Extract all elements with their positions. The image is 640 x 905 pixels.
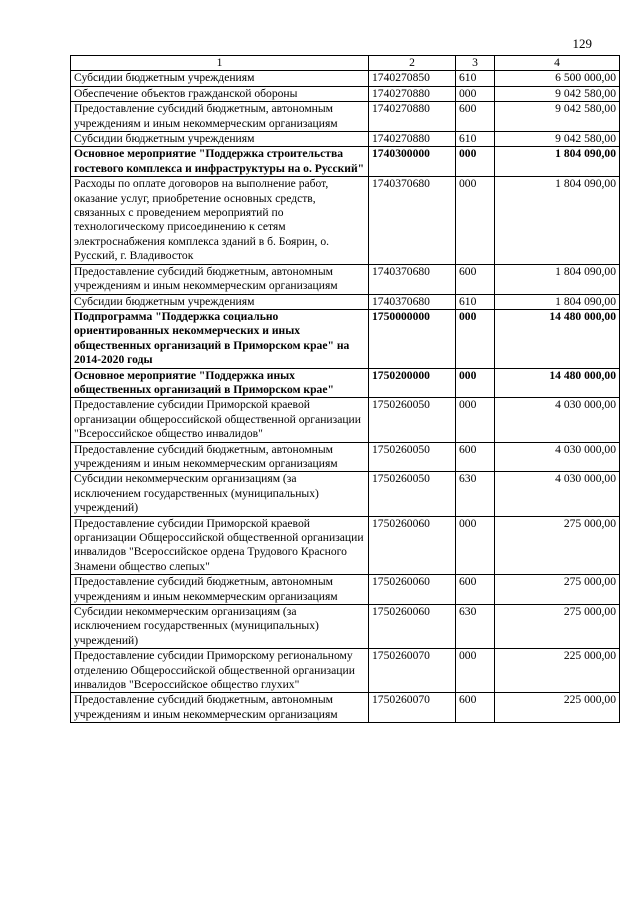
row-amount-cell: 275 000,00	[495, 605, 620, 649]
row-amount-cell: 4 030 000,00	[495, 398, 620, 442]
table-row	[71, 264, 620, 294]
row-type-cell: 000	[456, 147, 495, 177]
row-name-cell: Основное мероприятие "Поддержка иных общественных организаций в Приморском крае"	[71, 368, 369, 398]
table-row	[71, 309, 620, 368]
row-type-cell: 610	[456, 132, 495, 147]
table-row	[71, 147, 620, 177]
row-code-cell: 1750260060	[369, 516, 456, 575]
row-code-cell: 1750260070	[369, 693, 456, 723]
row-name-cell: Предоставление субсидий бюджетным, автономным учреждениям и иным некоммерческим организациям	[71, 442, 369, 472]
row-amount-cell: 4 030 000,00	[495, 472, 620, 516]
row-name-cell: Субсидии бюджетным учреждениям	[71, 132, 369, 147]
row-type-cell: 630	[456, 605, 495, 649]
page-number: 129	[572, 36, 592, 51]
row-type-cell: 000	[456, 398, 495, 442]
row-name-cell: Обеспечение объектов гражданской обороны	[71, 86, 369, 101]
row-code-cell: 1750200000	[369, 368, 456, 398]
table-row	[71, 605, 620, 649]
row-name-cell: Подпрограмма "Поддержка социально ориентированных некоммерческих и иных общественных организаций в Приморском крае" на 2014-2020 годы	[71, 309, 369, 368]
row-name-cell: Предоставление субсидий бюджетным, автономным учреждениям и иным некоммерческим организациям	[71, 693, 369, 723]
row-name-cell: Расходы по оплате договоров на выполнение работ, оказание услуг, приобретение основных средств, связанных с проведением мероприятий по технологическому присоединению к сетям электроснабжения комплекса зданий в б. Боярин, о. Русский, г. Владивосток	[71, 177, 369, 264]
row-name-cell: Субсидии некоммерческим организациям (за исключением государственных (муниципальных) учреждений)	[71, 605, 369, 649]
header-col-1: 1	[71, 56, 369, 71]
table-row	[71, 177, 620, 264]
row-amount-cell: 1 804 090,00	[495, 147, 620, 177]
row-name-cell: Субсидии бюджетным учреждениям	[71, 71, 369, 86]
row-amount-cell: 14 480 000,00	[495, 309, 620, 368]
row-name-cell: Субсидии некоммерческим организациям (за исключением государственных (муниципальных) учреждений)	[71, 472, 369, 516]
row-name-cell: Предоставление субсидии Приморской краевой организации Общероссийской общественной организации инвалидов "Всероссийское ордена Трудового Красного Знамени общество слепых"	[71, 516, 369, 575]
row-type-cell: 000	[456, 516, 495, 575]
row-type-cell: 600	[456, 102, 495, 132]
table-row	[71, 294, 620, 309]
row-type-cell: 630	[456, 472, 495, 516]
row-amount-cell: 1 804 090,00	[495, 264, 620, 294]
table-row	[71, 693, 620, 723]
row-code-cell: 1740370680	[369, 264, 456, 294]
header-col-2: 2	[369, 56, 456, 71]
table-row	[71, 86, 620, 101]
row-code-cell: 1750000000	[369, 309, 456, 368]
row-amount-cell: 1 804 090,00	[495, 294, 620, 309]
row-code-cell: 1740270850	[369, 71, 456, 86]
row-amount-cell: 6 500 000,00	[495, 71, 620, 86]
row-type-cell: 000	[456, 86, 495, 101]
row-code-cell: 1750260050	[369, 472, 456, 516]
row-code-cell: 1740370680	[369, 294, 456, 309]
table-row	[71, 398, 620, 442]
table-row	[71, 649, 620, 693]
row-name-cell: Субсидии бюджетным учреждениям	[71, 294, 369, 309]
row-type-cell: 610	[456, 294, 495, 309]
row-code-cell: 1750260060	[369, 575, 456, 605]
row-name-cell: Предоставление субсидии Приморской краевой организации общероссийской общественной организации "Всероссийское общество инвалидов"	[71, 398, 369, 442]
budget-table	[70, 55, 620, 723]
table-row	[71, 368, 620, 398]
row-code-cell: 1740270880	[369, 86, 456, 101]
row-type-cell: 000	[456, 368, 495, 398]
row-amount-cell: 1 804 090,00	[495, 177, 620, 264]
table-row	[71, 102, 620, 132]
row-code-cell: 1750260060	[369, 605, 456, 649]
row-type-cell: 000	[456, 649, 495, 693]
row-amount-cell: 9 042 580,00	[495, 86, 620, 101]
header-col-4: 4	[495, 56, 620, 71]
row-type-cell: 000	[456, 309, 495, 368]
row-code-cell: 1740270880	[369, 132, 456, 147]
row-code-cell: 1750260070	[369, 649, 456, 693]
row-code-cell: 1740300000	[369, 147, 456, 177]
row-code-cell: 1740270880	[369, 102, 456, 132]
row-type-cell: 600	[456, 442, 495, 472]
row-amount-cell: 14 480 000,00	[495, 368, 620, 398]
row-amount-cell: 9 042 580,00	[495, 132, 620, 147]
table-row	[71, 472, 620, 516]
row-amount-cell: 225 000,00	[495, 693, 620, 723]
table-row	[71, 132, 620, 147]
table-header-row	[71, 56, 620, 71]
table-row	[71, 71, 620, 86]
table-row	[71, 516, 620, 575]
row-type-cell: 000	[456, 177, 495, 264]
row-amount-cell: 4 030 000,00	[495, 442, 620, 472]
row-amount-cell: 275 000,00	[495, 575, 620, 605]
row-type-cell: 600	[456, 575, 495, 605]
row-name-cell: Предоставление субсидий бюджетным, автономным учреждениям и иным некоммерческим организациям	[71, 264, 369, 294]
row-code-cell: 1750260050	[369, 398, 456, 442]
row-code-cell: 1740370680	[369, 177, 456, 264]
row-name-cell: Предоставление субсидий бюджетным, автономным учреждениям и иным некоммерческим организациям	[71, 575, 369, 605]
row-code-cell: 1750260050	[369, 442, 456, 472]
row-name-cell: Предоставление субсидий бюджетным, автономным учреждениям и иным некоммерческим организациям	[71, 102, 369, 132]
table-row	[71, 575, 620, 605]
row-type-cell: 600	[456, 264, 495, 294]
row-amount-cell: 9 042 580,00	[495, 102, 620, 132]
header-col-3: 3	[456, 56, 495, 71]
row-amount-cell: 275 000,00	[495, 516, 620, 575]
table-row	[71, 442, 620, 472]
row-amount-cell: 225 000,00	[495, 649, 620, 693]
row-type-cell: 600	[456, 693, 495, 723]
row-type-cell: 610	[456, 71, 495, 86]
row-name-cell: Основное мероприятие "Поддержка строительства гостевого комплекса и инфраструктуры на о. Русский"	[71, 147, 369, 177]
row-name-cell: Предоставление субсидии Приморскому региональному отделению Общероссийской общественной организации инвалидов "Всероссийское общество глухих"	[71, 649, 369, 693]
